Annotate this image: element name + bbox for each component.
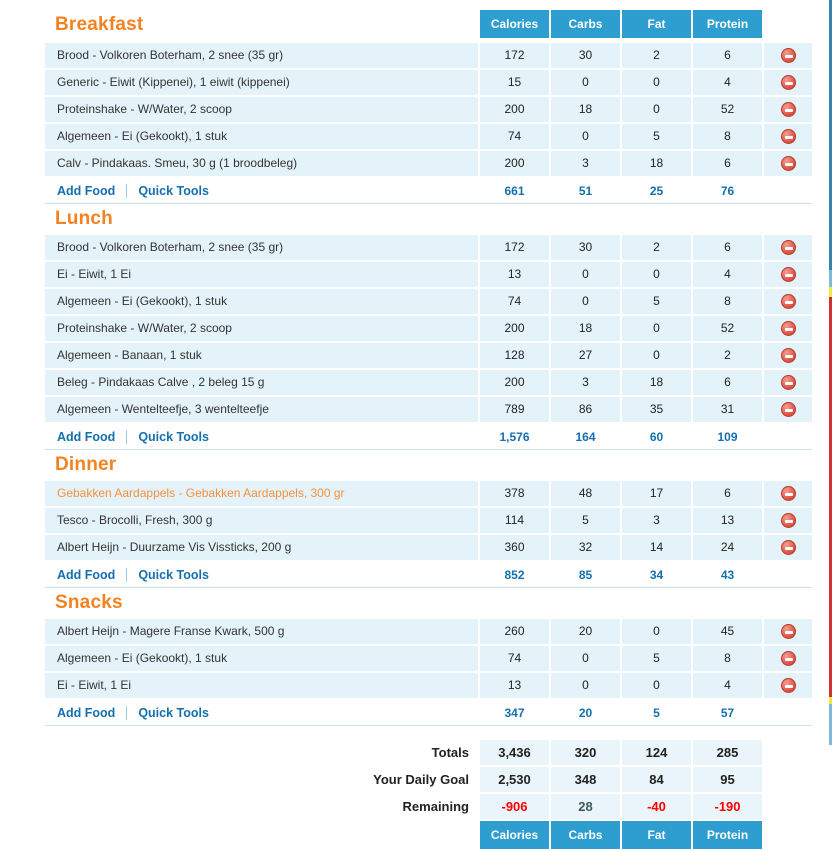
meal-total-fat: 25: [649, 183, 664, 198]
footer-header-protein: Protein: [693, 821, 762, 849]
fat-value: 35: [622, 397, 691, 422]
footer-column-header-row: [45, 821, 812, 849]
carbs-value: 0: [551, 70, 620, 95]
delete-icon[interactable]: [781, 129, 796, 144]
totals-label: Totals: [431, 745, 469, 760]
food-description[interactable]: Algemeen - Banaan, 1 stuk: [45, 343, 478, 368]
carbs-value: 0: [551, 646, 620, 671]
food-description[interactable]: Tesco - Brocolli, Fresh, 300 g: [45, 508, 478, 533]
total-fat: 124: [622, 740, 691, 765]
column-header-delete-spacer: [764, 10, 812, 41]
column-header-fat: Fat: [622, 10, 691, 38]
delete-icon[interactable]: [781, 402, 796, 417]
protein-value: 31: [693, 397, 762, 422]
meal-heading-lunch: Lunch: [55, 208, 113, 229]
meal-section-snacks: [45, 592, 812, 726]
calories-value: 74: [480, 124, 549, 149]
food-row-highlighted: [45, 481, 812, 506]
delete-icon[interactable]: [781, 240, 796, 255]
meal-total-carbs: 51: [578, 183, 593, 198]
quick-tools-link[interactable]: Quick Tools: [138, 567, 209, 582]
food-description[interactable]: Generic - Eiwit (Kippenei), 1 eiwit (kippenei): [45, 70, 478, 95]
fat-value: 0: [622, 262, 691, 287]
food-row: [45, 43, 812, 68]
delete-icon[interactable]: [781, 321, 796, 336]
summary-goal-row: [45, 767, 812, 792]
protein-value: 6: [693, 481, 762, 506]
total-calories: 3,436: [480, 740, 549, 765]
meal-total-protein: 43: [720, 567, 735, 582]
remaining-fat: -40: [622, 794, 691, 819]
food-description[interactable]: Algemeen - Wentelteefje, 3 wentelteefje: [45, 397, 478, 422]
carbs-value: 30: [551, 43, 620, 68]
food-row: [45, 70, 812, 95]
fat-value: 0: [622, 619, 691, 644]
protein-value: 4: [693, 70, 762, 95]
food-description[interactable]: Proteinshake - W/Water, 2 scoop: [45, 97, 478, 122]
daily-goal-label: Your Daily Goal: [373, 772, 469, 787]
delete-cell: [764, 235, 812, 260]
meal-total-calories: 661: [504, 183, 525, 198]
carbs-value: 0: [551, 673, 620, 698]
food-row: [45, 397, 812, 422]
daily-summary: [45, 740, 812, 849]
meal-total-protein: 76: [720, 183, 735, 198]
food-description[interactable]: Algemeen - Ei (Gekookt), 1 stuk: [45, 124, 478, 149]
delete-cell: [764, 370, 812, 395]
food-row: [45, 316, 812, 341]
calories-value: 789: [480, 397, 549, 422]
carbs-value: 5: [551, 508, 620, 533]
carbs-value: 20: [551, 619, 620, 644]
food-row: [45, 646, 812, 671]
quick-tools-link[interactable]: Quick Tools: [138, 429, 209, 444]
food-row: [45, 370, 812, 395]
delete-cell: [764, 343, 812, 368]
food-description[interactable]: Albert Heijn - Magere Franse Kwark, 500 g: [45, 619, 478, 644]
fat-value: 0: [622, 97, 691, 122]
delete-icon[interactable]: [781, 513, 796, 528]
fat-value: 0: [622, 343, 691, 368]
protein-value: 2: [693, 343, 762, 368]
calories-value: 74: [480, 289, 549, 314]
link-divider: [126, 568, 127, 582]
meal-section-dinner: [45, 454, 812, 588]
protein-value: 6: [693, 235, 762, 260]
delete-cell: [764, 43, 812, 68]
delete-cell: [764, 619, 812, 644]
food-row: [45, 508, 812, 533]
add-food-link[interactable]: Add Food: [57, 705, 116, 720]
meal-total-fat: 60: [649, 429, 664, 444]
food-row: [45, 619, 812, 644]
food-row: [45, 289, 812, 314]
carbs-value: 0: [551, 262, 620, 287]
total-carbs: 320: [551, 740, 620, 765]
remaining-calories: -906: [480, 794, 549, 819]
fat-value: 3: [622, 508, 691, 533]
fat-value: 18: [622, 151, 691, 176]
protein-value: 6: [693, 43, 762, 68]
fat-value: 0: [622, 673, 691, 698]
carbs-value: 3: [551, 151, 620, 176]
food-row: [45, 124, 812, 149]
meal-total-protein: 57: [720, 705, 735, 720]
delete-cell: [764, 289, 812, 314]
delete-icon[interactable]: [781, 624, 796, 639]
column-header-carbs: Carbs: [551, 10, 620, 38]
protein-value: 52: [693, 316, 762, 341]
carbs-value: 86: [551, 397, 620, 422]
total-protein: 285: [693, 740, 762, 765]
add-food-link[interactable]: Add Food: [57, 567, 116, 582]
carbs-value: 32: [551, 535, 620, 560]
food-row: [45, 673, 812, 698]
delete-icon[interactable]: [781, 540, 796, 555]
delete-cell: [764, 316, 812, 341]
fat-value: 2: [622, 43, 691, 68]
calories-value: 200: [480, 97, 549, 122]
carbs-value: 3: [551, 370, 620, 395]
column-header-protein: Protein: [693, 10, 762, 38]
footer-header-calories: Calories: [480, 821, 549, 849]
meal-total-carbs: 20: [578, 705, 593, 720]
remaining-label: Remaining: [402, 799, 469, 814]
food-description[interactable]: Gebakken Aardappels - Gebakken Aardappels, 300 gr: [45, 481, 478, 506]
food-row: [45, 151, 812, 176]
meal-footer-row: [45, 562, 812, 588]
food-row: [45, 262, 812, 287]
fat-value: 0: [622, 70, 691, 95]
fat-value: 5: [622, 124, 691, 149]
carbs-value: 0: [551, 289, 620, 314]
fat-value: 17: [622, 481, 691, 506]
goal-protein: 95: [693, 767, 762, 792]
meal-section-breakfast: [45, 10, 812, 204]
delete-icon[interactable]: [781, 102, 796, 117]
food-description[interactable]: Ei - Eiwit, 1 Ei: [45, 673, 478, 698]
delete-cell: [764, 70, 812, 95]
meal-total-carbs: 164: [575, 429, 596, 444]
meal-total-calories: 1,576: [499, 429, 530, 444]
carbs-value: 30: [551, 235, 620, 260]
delete-icon[interactable]: [781, 156, 796, 171]
food-description[interactable]: Brood - Volkoren Boterham, 2 snee (35 gr): [45, 43, 478, 68]
delete-icon[interactable]: [781, 267, 796, 282]
footer-header-carbs: Carbs: [551, 821, 620, 849]
quick-tools-link[interactable]: Quick Tools: [138, 705, 209, 720]
delete-icon[interactable]: [781, 375, 796, 390]
goal-calories: 2,530: [480, 767, 549, 792]
delete-icon[interactable]: [781, 75, 796, 90]
protein-value: 8: [693, 646, 762, 671]
meal-heading-breakfast: Breakfast: [55, 14, 144, 35]
delete-cell: [764, 124, 812, 149]
goal-carbs: 348: [551, 767, 620, 792]
meal-total-fat: 34: [649, 567, 664, 582]
protein-value: 8: [693, 289, 762, 314]
meal-footer-row: [45, 700, 812, 726]
delete-icon[interactable]: [781, 678, 796, 693]
protein-value: 4: [693, 673, 762, 698]
delete-icon[interactable]: [781, 348, 796, 363]
food-description[interactable]: Ei - Eiwit, 1 Ei: [45, 262, 478, 287]
delete-cell: [764, 481, 812, 506]
meal-footer-row: [45, 178, 812, 204]
remaining-carbs: 28: [551, 794, 620, 819]
meal-heading-snacks: Snacks: [55, 592, 123, 613]
food-row: [45, 97, 812, 122]
food-row: [45, 535, 812, 560]
calories-value: 172: [480, 43, 549, 68]
carbs-value: 48: [551, 481, 620, 506]
summary-remaining-row: [45, 794, 812, 819]
calories-value: 74: [480, 646, 549, 671]
calories-value: 360: [480, 535, 549, 560]
delete-cell: [764, 508, 812, 533]
meal-total-calories: 347: [504, 705, 525, 720]
delete-icon[interactable]: [781, 294, 796, 309]
delete-cell: [764, 262, 812, 287]
protein-value: 13: [693, 508, 762, 533]
carbs-value: 0: [551, 124, 620, 149]
calories-value: 15: [480, 70, 549, 95]
protein-value: 52: [693, 97, 762, 122]
calories-value: 200: [480, 151, 549, 176]
protein-value: 6: [693, 370, 762, 395]
link-divider: [126, 430, 127, 444]
calories-value: 378: [480, 481, 549, 506]
calories-value: 13: [480, 673, 549, 698]
food-description[interactable]: Calv - Pindakaas. Smeu, 30 g (1 broodbeleg): [45, 151, 478, 176]
fat-value: 18: [622, 370, 691, 395]
calories-value: 128: [480, 343, 549, 368]
delete-cell: [764, 151, 812, 176]
delete-icon[interactable]: [781, 486, 796, 501]
delete-cell: [764, 646, 812, 671]
delete-icon[interactable]: [781, 48, 796, 63]
meal-total-calories: 852: [504, 567, 525, 582]
fat-value: 0: [622, 316, 691, 341]
meal-total-protein: 109: [717, 429, 738, 444]
add-food-link[interactable]: Add Food: [57, 429, 116, 444]
protein-value: 4: [693, 262, 762, 287]
column-header-row: [45, 10, 812, 41]
calories-value: 260: [480, 619, 549, 644]
meal-section-lunch: [45, 208, 812, 450]
food-description[interactable]: Beleg - Pindakaas Calve , 2 beleg 15 g: [45, 370, 478, 395]
carbs-value: 18: [551, 97, 620, 122]
protein-value: 6: [693, 151, 762, 176]
protein-value: 8: [693, 124, 762, 149]
food-row: [45, 235, 812, 260]
meal-footer-row: [45, 424, 812, 450]
quick-tools-link[interactable]: Quick Tools: [138, 183, 209, 198]
remaining-protein: -190: [693, 794, 762, 819]
food-description[interactable]: Algemeen - Ei (Gekookt), 1 stuk: [45, 289, 478, 314]
add-food-link[interactable]: Add Food: [57, 183, 116, 198]
goal-fat: 84: [622, 767, 691, 792]
summary-totals-row: [45, 740, 812, 765]
meal-heading-dinner: Dinner: [55, 454, 117, 475]
calories-value: 172: [480, 235, 549, 260]
food-row: [45, 343, 812, 368]
food-description[interactable]: Algemeen - Ei (Gekookt), 1 stuk: [45, 646, 478, 671]
fat-value: 2: [622, 235, 691, 260]
delete-cell: [764, 673, 812, 698]
calories-value: 200: [480, 316, 549, 341]
calories-value: 114: [480, 508, 549, 533]
meal-total-carbs: 85: [578, 567, 593, 582]
carbs-value: 18: [551, 316, 620, 341]
fat-value: 5: [622, 646, 691, 671]
delete-cell: [764, 535, 812, 560]
delete-cell: [764, 97, 812, 122]
carbs-value: 27: [551, 343, 620, 368]
food-description[interactable]: Albert Heijn - Duurzame Vis Vissticks, 200 g: [45, 535, 478, 560]
delete-cell: [764, 397, 812, 422]
food-description[interactable]: Brood - Volkoren Boterham, 2 snee (35 gr): [45, 235, 478, 260]
food-description[interactable]: Proteinshake - W/Water, 2 scoop: [45, 316, 478, 341]
fat-value: 14: [622, 535, 691, 560]
protein-value: 45: [693, 619, 762, 644]
column-header-calories: Calories: [480, 10, 549, 38]
link-divider: [126, 706, 127, 720]
fat-value: 5: [622, 289, 691, 314]
link-divider: [126, 184, 127, 198]
meal-total-fat: 5: [653, 705, 660, 720]
calories-value: 13: [480, 262, 549, 287]
footer-header-fat: Fat: [622, 821, 691, 849]
delete-icon[interactable]: [781, 651, 796, 666]
calories-value: 200: [480, 370, 549, 395]
protein-value: 24: [693, 535, 762, 560]
